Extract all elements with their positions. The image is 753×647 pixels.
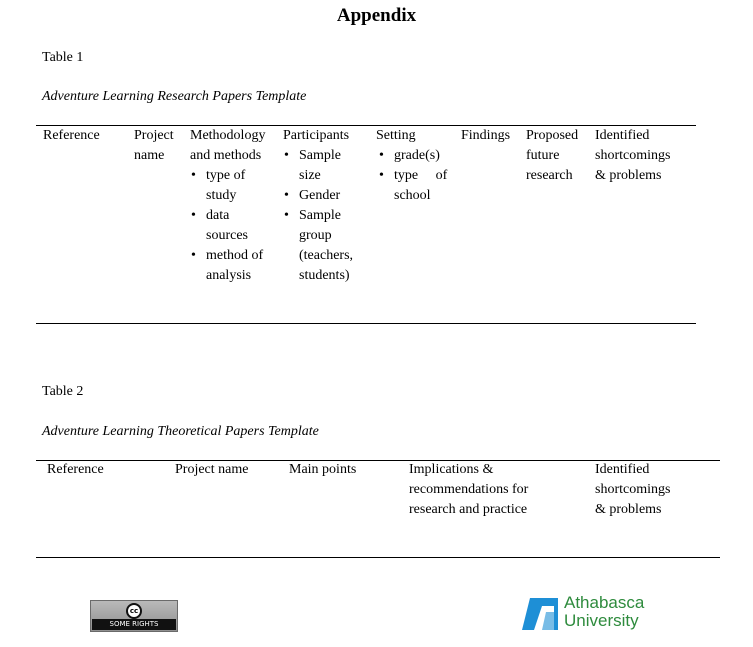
list-item: • type of school (378, 166, 447, 206)
table2-bottom-rule (36, 557, 720, 558)
list-item: • Sample group (teachers, students) (283, 206, 353, 286)
table1-col-findings: Findings (461, 128, 511, 143)
participants-list (283, 146, 353, 286)
table1-bottom-rule (36, 323, 696, 324)
table2-col-main-points: Main points (289, 462, 357, 477)
setting-list (378, 146, 447, 206)
athabasca-logo-mark-icon (522, 596, 560, 632)
list-item: • method of analysis (190, 246, 265, 286)
table2-title: Adventure Learning Theoretical Papers Template (42, 424, 319, 439)
table2-col-reference: Reference (47, 462, 104, 477)
table2-col-implications: Implications & recommendations for research and practice (409, 462, 529, 517)
table1-col-proposed: Proposed future research (526, 128, 579, 183)
table1-col-participants: Participants • Sample size • Gender • Sample group (teachers, students) (283, 126, 353, 286)
athabasca-logo-text: Athabasca University (564, 593, 645, 630)
list-item: • data sources (190, 206, 265, 246)
cc-badge-text: SOME RIGHTS RESERVED (92, 619, 176, 630)
page-title: Appendix (336, 5, 417, 26)
table1-col-identified: Identified shortcomings & problems (595, 128, 671, 183)
table1-label: Table 1 (42, 50, 84, 65)
list-item: • Sample size (283, 146, 353, 186)
table1-title: Adventure Learning Research Papers Template (42, 89, 307, 104)
table1-col-reference: Reference (43, 128, 100, 143)
creative-commons-icon: cc (126, 603, 142, 619)
creative-commons-badge[interactable] (90, 600, 178, 639)
list-item: • Gender (283, 186, 353, 206)
table1-col-methodology: Methodology and methods • type of study • data sources • method of analysis (190, 126, 265, 286)
methodology-list (190, 166, 265, 286)
athabasca-university-logo[interactable] (522, 594, 652, 634)
table1-col-project: Project name (134, 128, 174, 163)
table2-col-identified: Identified shortcomings & problems (595, 462, 671, 517)
table2-col-project: Project name (175, 462, 249, 477)
table2-label: Table 2 (42, 384, 84, 399)
list-item: • type of study (190, 166, 265, 206)
table1-col-setting: Setting • grade(s) • type of school (376, 126, 447, 206)
list-item: • grade(s) (378, 146, 447, 166)
